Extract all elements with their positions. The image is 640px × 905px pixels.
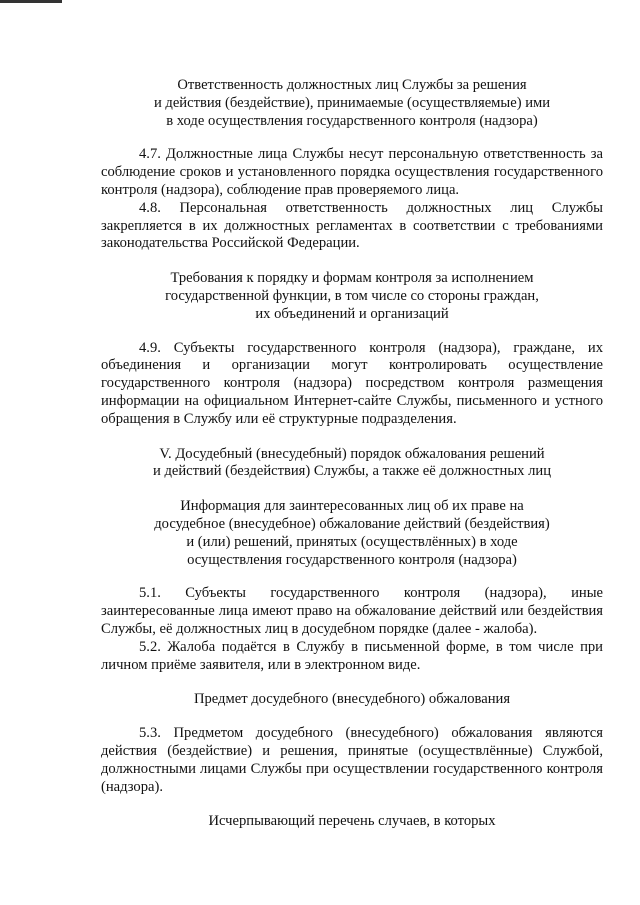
heading-section-v: V. Досудебный (внесудебный) порядок обжалования решений и действий (бездействия) Службы, а также её должностных лиц: [152, 445, 551, 480]
heading-responsibility: Ответственность должностных лиц Службы за решения и действия (бездействие), принимаемые (осуществляемые) ими в ходе осуществления государственного контроля (надзора): [153, 77, 551, 129]
paragraph-4-8: 4.8. Персональная ответственность должностных лиц Службы закрепляется в их должностных регламентах в соответствии с требованиями законодательства Российской Федерации.: [101, 199, 603, 252]
paragraph-5-3: 5.3. Предметом досудебного (внесудебного) обжалования являются действия (бездействие) и решения, принятые (осуществлённые) Службой, должностными лицами Службы при осуществлении государственного контроля (надзора).: [101, 725, 603, 795]
paragraph-4-7: 4.7. Должностные лица Службы несут персональную ответственность за соблюдение сроков и установленного порядка осуществления государственного контроля (надзора), соблюдение прав проверяемого лица.: [101, 146, 603, 198]
heading-information-for-parties: Информация для заинтересованных лиц об их праве на досудебное (внесудебное) обжалование действий (бездействия) и (или) решений, принятых (осуществлённых) в ходе осуществления государственного контроля (надзора): [154, 498, 550, 568]
heading-subject-of-appeal: Предмет досудебного (внесудебного) обжалования: [193, 691, 511, 708]
paragraph-5-2: 5.2. Жалоба подаётся в Службу в письменной форме, в том числе при личном приёме заявителя, или в электронном виде.: [101, 638, 603, 673]
document-page: [101, 77, 603, 831]
heading-control-requirements: Требования к порядку и формам контроля за исполнением государственной функции, в том числе со стороны граждан, их объединений и организаций: [165, 270, 539, 322]
top-edge-rule: [0, 0, 62, 3]
paragraph-4-9: 4.9. Субъекты государственного контроля (надзора), граждане, их объединения и организации могут контролировать осуществление государственного контроля (надзора) посредством контроля размещения информации на официальном Интернет-сайте Службы, письменного и устного обращения в Службу или её структурные подразделения.: [101, 339, 603, 427]
paragraph-5-1: 5.1. Субъекты государственного контроля (надзора), иные заинтересованные лица имеют право на обжалование действий или бездействия Службы, её должностных лиц в досудебном порядке (далее - жалоба).: [101, 585, 603, 637]
heading-exhaustive-list: Исчерпывающий перечень случаев, в которых: [208, 813, 496, 830]
